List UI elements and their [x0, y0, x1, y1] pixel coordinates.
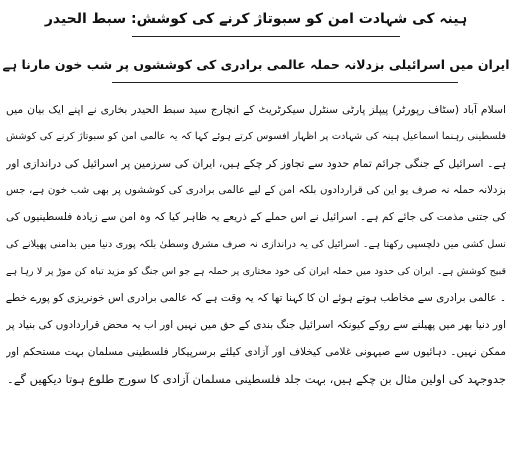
- body-line: ۔ عالمی برادری سے مخاطب ہوتے ہوئے ان کا کہنا تھا کہ یہ وقت ہے کہ عالمی برادری اس خونریزی کو پورے خطے: [6, 292, 506, 304]
- body-line: بزدلانہ حملہ نہ صرف یو این کی قراردادوں بلکہ امن کے لیے عالمی برادری کی کوششوں پر بھی شب خون ہے، جس: [6, 184, 506, 196]
- kicker-underline: [132, 36, 400, 37]
- body-line: اور دنیا بھر میں پھیلنے سے روکے کیونکہ اسرائیل جنگ بندی کے حق میں نہیں اور اب یہ محض قراردادوں کی بنیاد پر: [6, 319, 506, 331]
- body-line: اسلام آباد (سٹاف رپورٹر) پیپلز پارٹی سنٹرل سیکرٹریٹ کے انچارج سید سبط الحیدر بخاری نے اپنے ایک بیان میں: [6, 103, 506, 116]
- headline-underline: [112, 82, 458, 83]
- body-line: نسل کشی میں دلچسپی رکھتا ہے۔ اسرائیل کی یہ دراندازی نہ صرف مشرق وسطیٰ بلکہ پوری دنیا میں بدامنی پھیلانے کی: [6, 239, 506, 250]
- body-line: ممکن نہیں۔ دہائیوں سے صیہونی غلامی کیخلاف اور آزادی کیلئے برسرپیکار فلسطینی مسلمان بہت مستحکم اور: [6, 346, 506, 358]
- body-line: کی جتنی مذمت کی جائے کم ہے۔ اسرائیل نے اس حملے کے ذریعے یہ ظاہر کیا کہ وہ امن سے زیادہ فلسطینیوں کی: [6, 211, 506, 223]
- body-line: ہے۔ اسرائیل کے جنگی جرائم تمام حدود سے تجاوز کر چکے ہیں، ایران کی سرزمین پر اسرائیل کی دراندازی اور: [6, 157, 506, 170]
- body-line: جدوجہد کی اولین مثال بن چکے ہیں، بہت جلد فلسطینی مسلمان آزادی کا سورج طلوع ہوتا دیکھیں گے۔: [6, 372, 506, 386]
- article-body: [6, 96, 506, 393]
- body-line: قبیح کوشش ہے۔ ایران کی حدود میں حملہ ایران کی خود مختاری پر حملہ ہے جو اس جنگ کو مزید تباہ کن موڑ پر لا رہا ہے: [6, 266, 506, 277]
- main-headline: ایران میں اسرائیلی بزدلانہ حملہ عالمی برادری کی کوششوں پر شب خون مارنا ہے: [2, 57, 510, 72]
- kicker-headline: ہینہ کی شہادت امن کو سبوتاژ کرنے کی کوشش: سبط الحیدر: [44, 11, 468, 27]
- body-line: فلسطینی رہنما اسماعیل ہینہ کی شہادت پر اظہار افسوس کرتے ہوئے کہا کہ یہ عالمی امن کو سبوتاژ کرنے کی کوشش: [6, 131, 506, 142]
